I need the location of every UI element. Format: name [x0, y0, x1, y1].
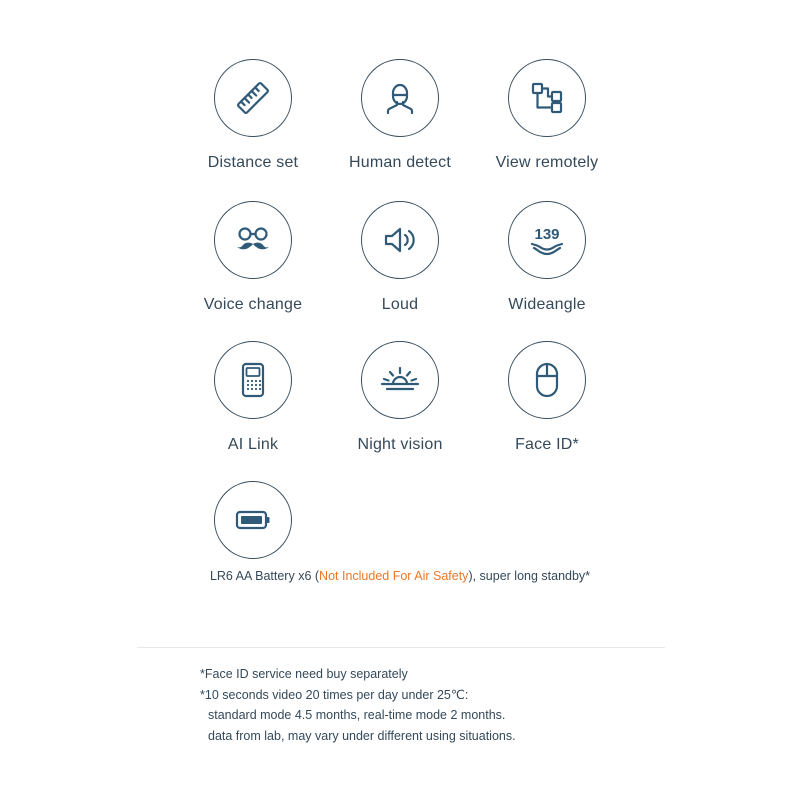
- feature-view-remotely: [467, 59, 627, 172]
- footnote-standby-modes: standard mode 4.5 months, real-time mode 2 months.: [208, 708, 506, 722]
- footnote-face-id: *Face ID service need buy separately: [200, 667, 408, 681]
- feature-circle: [508, 341, 586, 419]
- feature-circle: [214, 341, 292, 419]
- wide-angle-value: 139: [534, 226, 560, 243]
- feature-label: Face ID*: [515, 436, 579, 453]
- mouse-icon: [525, 358, 569, 402]
- feature-label: Human detect: [348, 154, 451, 171]
- feature-voice-change: [173, 201, 333, 314]
- battery-note-standby: ), super long standby*: [468, 569, 591, 583]
- feature-human-detect: [320, 59, 480, 172]
- feature-distance-set: [173, 59, 333, 172]
- feature-label: View remotely: [495, 154, 599, 171]
- person-icon: [378, 76, 422, 120]
- feature-circle: [361, 201, 439, 279]
- footnote-lab-data: data from lab, may vary under different using situations.: [208, 728, 516, 743]
- feature-circle: [214, 481, 292, 559]
- feature-loud: [320, 201, 480, 314]
- feature-face-id: [467, 341, 627, 454]
- feature-label: Night vision: [357, 436, 443, 453]
- glasses-mustache-icon: [231, 218, 275, 262]
- feature-circle: [361, 341, 439, 419]
- feature-label: Voice change: [203, 296, 303, 313]
- feature-circle: [214, 59, 292, 137]
- feature-battery: [173, 481, 333, 559]
- battery-icon: [231, 498, 275, 542]
- feature-circle: [508, 201, 586, 279]
- air-safety-warning: Not Included For Air Safety: [319, 569, 469, 583]
- wide-angle-icon: [525, 218, 569, 262]
- divider: [137, 647, 665, 648]
- speaker-icon: [378, 218, 422, 262]
- feature-night-vision: [320, 341, 480, 454]
- feature-label: Wideangle: [508, 296, 586, 313]
- feature-circle: [508, 59, 586, 137]
- feature-ai-link: [173, 341, 333, 454]
- battery-note: [0, 569, 800, 583]
- feature-label: Loud: [381, 296, 419, 313]
- footnote-video: *10 seconds video 20 times per day under 25℃:: [200, 687, 469, 702]
- feature-wideangle: [467, 201, 627, 314]
- footnotes: [200, 664, 516, 746]
- battery-note-text: LR6 AA Battery x6 (: [209, 569, 320, 583]
- calculator-icon: [231, 358, 275, 402]
- ruler-icon: [231, 76, 275, 120]
- feature-label: AI Link: [227, 436, 279, 453]
- flowchart-icon: [525, 76, 569, 120]
- sunrise-icon: [378, 358, 422, 402]
- feature-circle: [214, 201, 292, 279]
- feature-circle: [361, 59, 439, 137]
- feature-label: Distance set: [207, 154, 299, 171]
